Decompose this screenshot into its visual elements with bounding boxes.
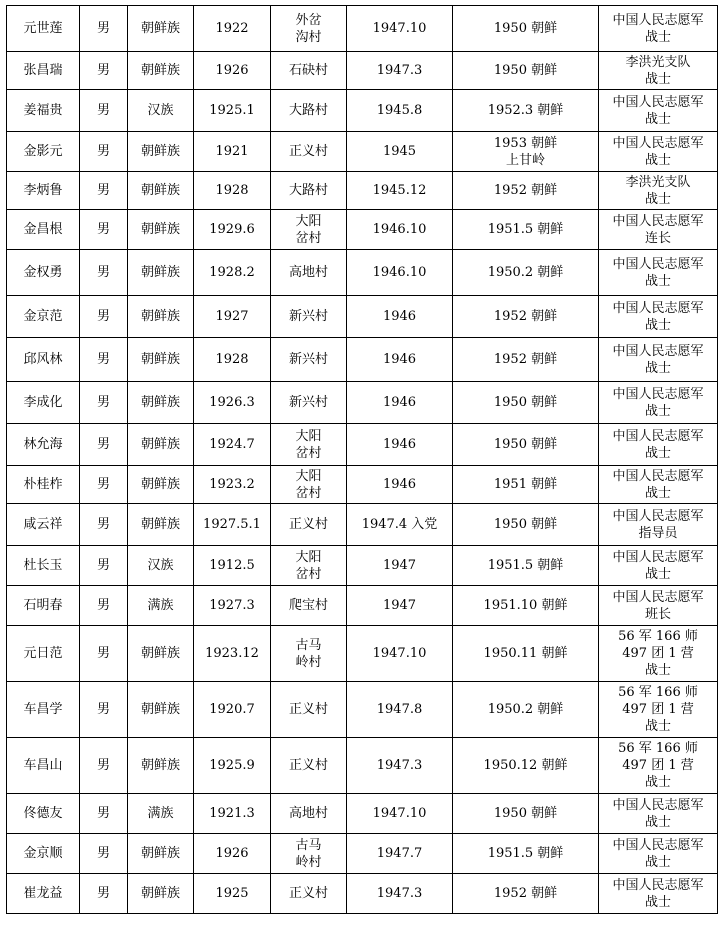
birth-cell: 1929.6 <box>194 210 271 250</box>
table-row <box>7 586 718 626</box>
table-row <box>7 738 718 794</box>
gender-cell: 男 <box>80 794 128 834</box>
unit-cell: 中国人民志愿军 战士 <box>599 794 718 834</box>
roster-table <box>6 5 718 914</box>
gender-cell: 男 <box>80 90 128 132</box>
join-cell: 1947.3 <box>347 874 453 914</box>
join-cell: 1947.3 <box>347 738 453 794</box>
ethnicity-cell: 朝鲜族 <box>128 172 194 210</box>
village-cell: 古马 岭村 <box>271 834 347 874</box>
unit-cell: 56 军 166 师 497 团 1 营 战士 <box>599 626 718 682</box>
birth-cell: 1928 <box>194 338 271 382</box>
birth-cell: 1912.5 <box>194 546 271 586</box>
village-cell: 正义村 <box>271 738 347 794</box>
join-cell: 1946.10 <box>347 210 453 250</box>
table-row <box>7 874 718 914</box>
ethnicity-cell: 朝鲜族 <box>128 738 194 794</box>
name-cell: 元世莲 <box>7 6 80 52</box>
ethnicity-cell: 满族 <box>128 586 194 626</box>
table-row <box>7 834 718 874</box>
name-cell: 车昌学 <box>7 682 80 738</box>
ethnicity-cell: 朝鲜族 <box>128 338 194 382</box>
join-cell: 1946 <box>347 424 453 466</box>
join-cell: 1945.8 <box>347 90 453 132</box>
korea-cell: 1950 朝鲜 <box>453 424 599 466</box>
village-cell: 大阳 岔村 <box>271 466 347 504</box>
unit-cell: 中国人民志愿军 战士 <box>599 382 718 424</box>
table-row <box>7 466 718 504</box>
korea-cell: 1952 朝鲜 <box>453 338 599 382</box>
ethnicity-cell: 朝鲜族 <box>128 466 194 504</box>
unit-cell: 中国人民志愿军 战士 <box>599 6 718 52</box>
korea-cell: 1952 朝鲜 <box>453 874 599 914</box>
ethnicity-cell: 朝鲜族 <box>128 52 194 90</box>
korea-cell: 1952 朝鲜 <box>453 296 599 338</box>
name-cell: 林允海 <box>7 424 80 466</box>
name-cell: 李成化 <box>7 382 80 424</box>
gender-cell: 男 <box>80 338 128 382</box>
birth-cell: 1928.2 <box>194 250 271 296</box>
table-row <box>7 382 718 424</box>
gender-cell: 男 <box>80 424 128 466</box>
birth-cell: 1926 <box>194 834 271 874</box>
join-cell: 1946.10 <box>347 250 453 296</box>
village-cell: 正义村 <box>271 682 347 738</box>
birth-cell: 1922 <box>194 6 271 52</box>
korea-cell: 1950.2 朝鲜 <box>453 250 599 296</box>
ethnicity-cell: 朝鲜族 <box>128 626 194 682</box>
gender-cell: 男 <box>80 546 128 586</box>
village-cell: 大阳 岔村 <box>271 546 347 586</box>
join-cell: 1947.10 <box>347 6 453 52</box>
birth-cell: 1924.7 <box>194 424 271 466</box>
name-cell: 崔龙益 <box>7 874 80 914</box>
korea-cell: 1950.12 朝鲜 <box>453 738 599 794</box>
ethnicity-cell: 朝鲜族 <box>128 6 194 52</box>
village-cell: 石砄村 <box>271 52 347 90</box>
unit-cell: 中国人民志愿军 战士 <box>599 338 718 382</box>
join-cell: 1947.10 <box>347 794 453 834</box>
table-row <box>7 794 718 834</box>
birth-cell: 1925 <box>194 874 271 914</box>
gender-cell: 男 <box>80 738 128 794</box>
unit-cell: 56 军 166 师 497 团 1 营 战士 <box>599 682 718 738</box>
name-cell: 金京顺 <box>7 834 80 874</box>
unit-cell: 中国人民志愿军 战士 <box>599 250 718 296</box>
birth-cell: 1926 <box>194 52 271 90</box>
unit-cell: 中国人民志愿军 班长 <box>599 586 718 626</box>
unit-cell: 中国人民志愿军 连长 <box>599 210 718 250</box>
table-row <box>7 546 718 586</box>
village-cell: 正义村 <box>271 504 347 546</box>
join-cell: 1947.7 <box>347 834 453 874</box>
village-cell: 古马 岭村 <box>271 626 347 682</box>
join-cell: 1946 <box>347 296 453 338</box>
name-cell: 张昌瑞 <box>7 52 80 90</box>
korea-cell: 1950 朝鲜 <box>453 52 599 90</box>
name-cell: 杜长玉 <box>7 546 80 586</box>
ethnicity-cell: 朝鲜族 <box>128 210 194 250</box>
join-cell: 1947.4 入党 <box>347 504 453 546</box>
gender-cell: 男 <box>80 296 128 338</box>
korea-cell: 1950.2 朝鲜 <box>453 682 599 738</box>
gender-cell: 男 <box>80 834 128 874</box>
ethnicity-cell: 汉族 <box>128 90 194 132</box>
table-row <box>7 296 718 338</box>
table-row <box>7 6 718 52</box>
name-cell: 车昌山 <box>7 738 80 794</box>
village-cell: 正义村 <box>271 132 347 172</box>
unit-cell: 李洪光支队 战士 <box>599 52 718 90</box>
village-cell: 外岔 沟村 <box>271 6 347 52</box>
name-cell: 朴桂柞 <box>7 466 80 504</box>
table-row <box>7 172 718 210</box>
join-cell: 1947.8 <box>347 682 453 738</box>
name-cell: 佟德友 <box>7 794 80 834</box>
unit-cell: 中国人民志愿军 战士 <box>599 90 718 132</box>
village-cell: 爬宝村 <box>271 586 347 626</box>
village-cell: 大阳 岔村 <box>271 210 347 250</box>
korea-cell: 1951.5 朝鲜 <box>453 834 599 874</box>
birth-cell: 1927.3 <box>194 586 271 626</box>
birth-cell: 1920.7 <box>194 682 271 738</box>
ethnicity-cell: 朝鲜族 <box>128 250 194 296</box>
name-cell: 元日范 <box>7 626 80 682</box>
birth-cell: 1923.12 <box>194 626 271 682</box>
korea-cell: 1951.5 朝鲜 <box>453 546 599 586</box>
korea-cell: 1953 朝鲜 上甘岭 <box>453 132 599 172</box>
unit-cell: 李洪光支队 战士 <box>599 172 718 210</box>
join-cell: 1947.10 <box>347 626 453 682</box>
table-row <box>7 210 718 250</box>
table-row <box>7 682 718 738</box>
village-cell: 新兴村 <box>271 338 347 382</box>
village-cell: 新兴村 <box>271 382 347 424</box>
join-cell: 1946 <box>347 338 453 382</box>
unit-cell: 中国人民志愿军 战士 <box>599 834 718 874</box>
korea-cell: 1952 朝鲜 <box>453 172 599 210</box>
korea-cell: 1950 朝鲜 <box>453 504 599 546</box>
village-cell: 正义村 <box>271 874 347 914</box>
village-cell: 大阳 岔村 <box>271 424 347 466</box>
table-row <box>7 424 718 466</box>
village-cell: 高地村 <box>271 250 347 296</box>
table-row <box>7 338 718 382</box>
name-cell: 金昌根 <box>7 210 80 250</box>
unit-cell: 中国人民志愿军 指导员 <box>599 504 718 546</box>
name-cell: 邱风林 <box>7 338 80 382</box>
village-cell: 高地村 <box>271 794 347 834</box>
ethnicity-cell: 朝鲜族 <box>128 682 194 738</box>
korea-cell: 1950.11 朝鲜 <box>453 626 599 682</box>
korea-cell: 1950 朝鲜 <box>453 6 599 52</box>
ethnicity-cell: 朝鲜族 <box>128 834 194 874</box>
name-cell: 石明春 <box>7 586 80 626</box>
korea-cell: 1950 朝鲜 <box>453 794 599 834</box>
table-row <box>7 132 718 172</box>
birth-cell: 1925.1 <box>194 90 271 132</box>
unit-cell: 中国人民志愿军 战士 <box>599 466 718 504</box>
birth-cell: 1926.3 <box>194 382 271 424</box>
name-cell: 金权勇 <box>7 250 80 296</box>
birth-cell: 1927 <box>194 296 271 338</box>
village-cell: 新兴村 <box>271 296 347 338</box>
name-cell: 李炳鲁 <box>7 172 80 210</box>
ethnicity-cell: 朝鲜族 <box>128 504 194 546</box>
birth-cell: 1925.9 <box>194 738 271 794</box>
birth-cell: 1928 <box>194 172 271 210</box>
birth-cell: 1923.2 <box>194 466 271 504</box>
join-cell: 1946 <box>347 382 453 424</box>
unit-cell: 中国人民志愿军 战士 <box>599 132 718 172</box>
korea-cell: 1951.10 朝鲜 <box>453 586 599 626</box>
join-cell: 1945 <box>347 132 453 172</box>
join-cell: 1947 <box>347 586 453 626</box>
gender-cell: 男 <box>80 874 128 914</box>
ethnicity-cell: 满族 <box>128 794 194 834</box>
unit-cell: 中国人民志愿军 战士 <box>599 546 718 586</box>
gender-cell: 男 <box>80 172 128 210</box>
table-body <box>7 6 718 914</box>
birth-cell: 1921.3 <box>194 794 271 834</box>
korea-cell: 1950 朝鲜 <box>453 382 599 424</box>
name-cell: 金京范 <box>7 296 80 338</box>
unit-cell: 中国人民志愿军 战士 <box>599 874 718 914</box>
ethnicity-cell: 朝鲜族 <box>128 424 194 466</box>
gender-cell: 男 <box>80 132 128 172</box>
join-cell: 1946 <box>347 466 453 504</box>
ethnicity-cell: 朝鲜族 <box>128 132 194 172</box>
gender-cell: 男 <box>80 682 128 738</box>
gender-cell: 男 <box>80 504 128 546</box>
table-row <box>7 250 718 296</box>
name-cell: 姜福贵 <box>7 90 80 132</box>
table-row <box>7 504 718 546</box>
join-cell: 1947.3 <box>347 52 453 90</box>
korea-cell: 1951.5 朝鲜 <box>453 210 599 250</box>
name-cell: 金影元 <box>7 132 80 172</box>
join-cell: 1945.12 <box>347 172 453 210</box>
village-cell: 大路村 <box>271 90 347 132</box>
ethnicity-cell: 汉族 <box>128 546 194 586</box>
gender-cell: 男 <box>80 466 128 504</box>
village-cell: 大路村 <box>271 172 347 210</box>
gender-cell: 男 <box>80 210 128 250</box>
table-row <box>7 52 718 90</box>
table-row <box>7 90 718 132</box>
gender-cell: 男 <box>80 626 128 682</box>
ethnicity-cell: 朝鲜族 <box>128 296 194 338</box>
unit-cell: 中国人民志愿军 战士 <box>599 424 718 466</box>
gender-cell: 男 <box>80 250 128 296</box>
unit-cell: 56 军 166 师 497 团 1 营 战士 <box>599 738 718 794</box>
gender-cell: 男 <box>80 6 128 52</box>
unit-cell: 中国人民志愿军 战士 <box>599 296 718 338</box>
gender-cell: 男 <box>80 52 128 90</box>
gender-cell: 男 <box>80 586 128 626</box>
name-cell: 咸云祥 <box>7 504 80 546</box>
ethnicity-cell: 朝鲜族 <box>128 874 194 914</box>
gender-cell: 男 <box>80 382 128 424</box>
korea-cell: 1951 朝鲜 <box>453 466 599 504</box>
korea-cell: 1952.3 朝鲜 <box>453 90 599 132</box>
join-cell: 1947 <box>347 546 453 586</box>
birth-cell: 1921 <box>194 132 271 172</box>
table-row <box>7 626 718 682</box>
ethnicity-cell: 朝鲜族 <box>128 382 194 424</box>
birth-cell: 1927.5.1 <box>194 504 271 546</box>
